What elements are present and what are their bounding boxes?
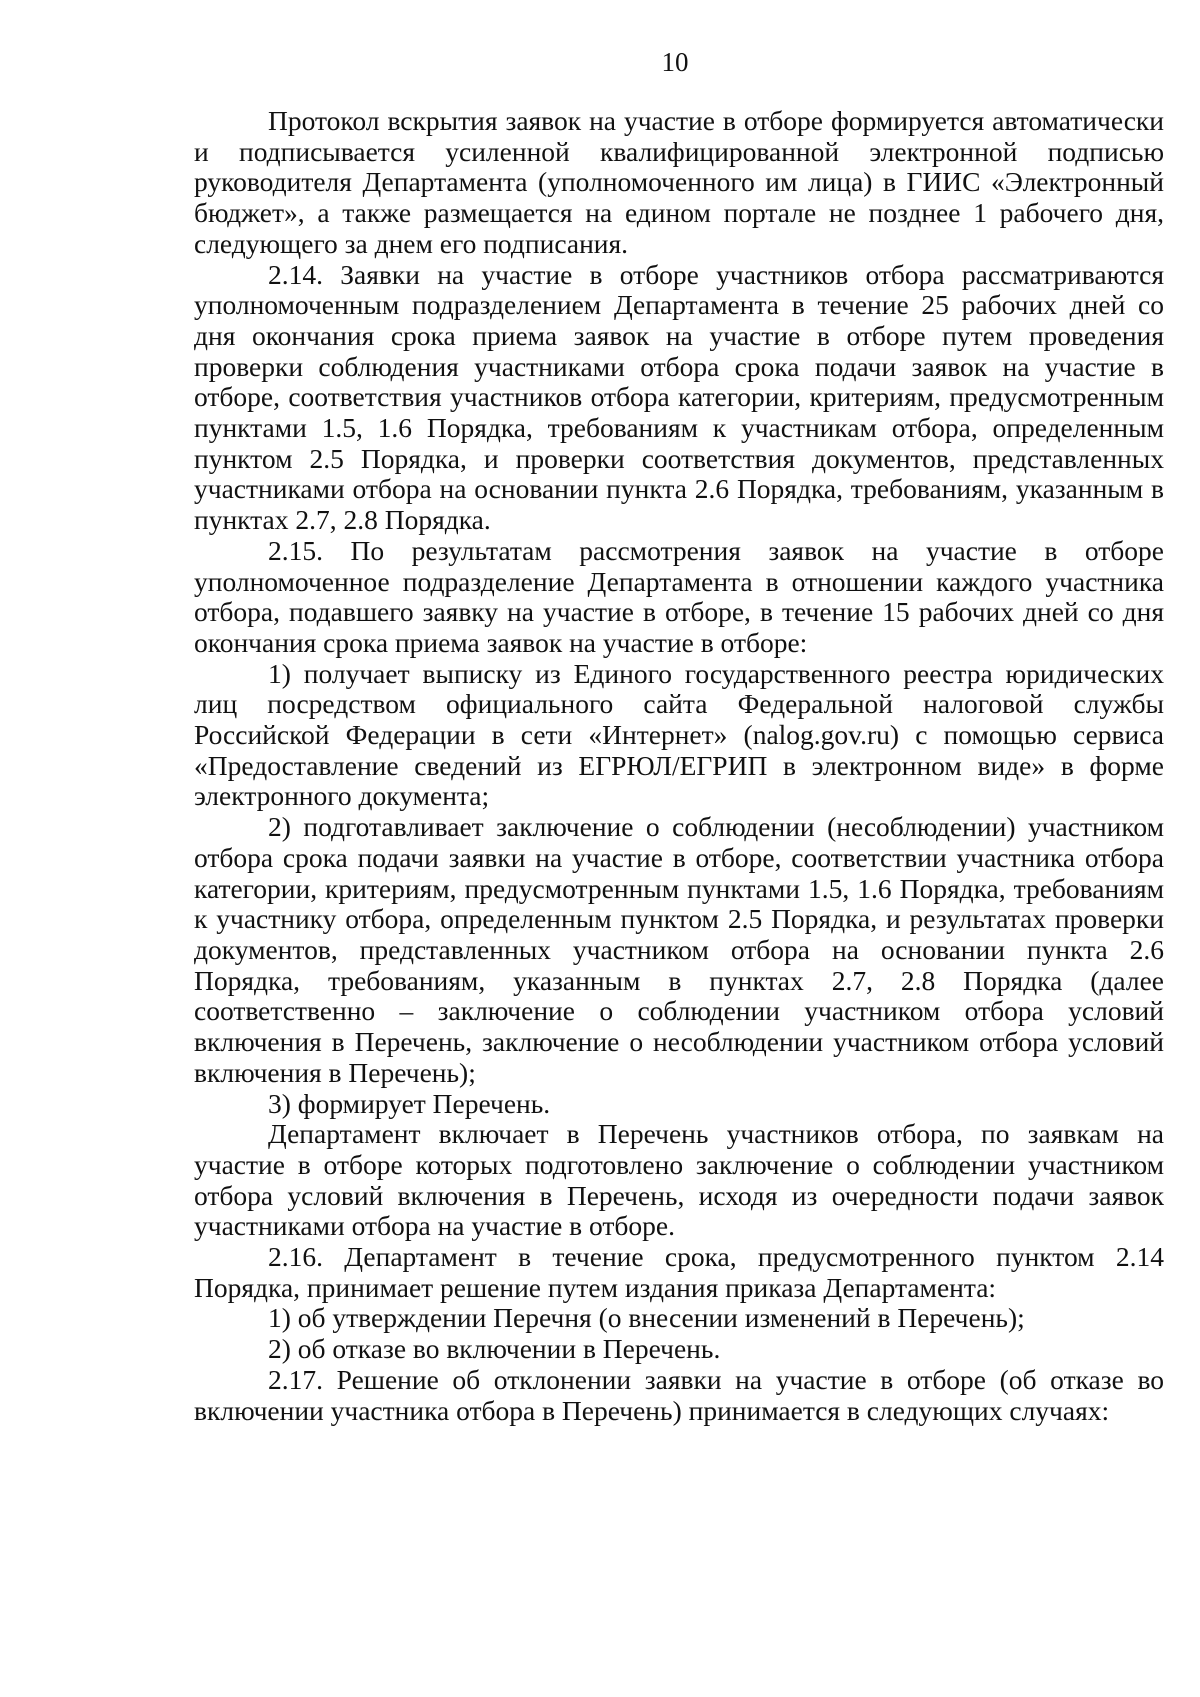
list-item-2: 2) подготавливает заключение о соблюдении (несоблюдении) участником отбора срока подачи заявки на участие в отборе, соответствии участника отбора категории, критериям, предусмотренным пунктами 1.5, 1.6 Порядка, требованиям к участнику отбора, определенным пунктом 2.5 Порядка, и результатах проверки документов, представленных участником отбора на основании пункта 2.6 Порядка, требованиям, указанным в пунктах 2.7, 2.8 Порядка (далее соответственно – заключение о соблюдении участником отбора условий включения в Перечень, заключение о несоблюдении участником отбора условий включения в Перечень); <box>194 811 1164 1088</box>
list-item-1: 1) получает выписку из Единого государственного реестра юридических лиц посредством официального сайта Федеральной налоговой службы Российской Федерации в сети «Интернет» (nalog.gov.ru) с помощью сервиса «Предоставление сведений из ЕГРЮЛ/ЕГРИП в электронном виде» в форме электронного документа; <box>194 657 1164 812</box>
list-item-approval: 1) об утверждении Перечня (о внесении изменений в Перечень); <box>268 1302 1025 1334</box>
paragraph-protocol: Протокол вскрытия заявок на участие в отборе формируется автоматически и подписывается усиленной квалифицированной электронной подписью руководителя Департамента (уполномоченного им лица) в ГИИС «Электронный бюджет», а также размещается на едином портале не позднее 1 рабочего дня, следующего за днем его подписания. <box>194 105 1164 259</box>
document-body <box>194 106 1164 1426</box>
paragraph-department-includes: Департамент включает в Перечень участников отбора, по заявкам на участие в отборе которых подготовлено заключение о соблюдении участником отбора условий включения в Перечень, исходя из очередности подачи заявок участниками отбора на участие в отборе. <box>194 1118 1164 1242</box>
paragraph-2-15: 2.15. По результатам рассмотрения заявок на участие в отборе уполномоченное подразделение Департамента в отношении каждого участника отбора, подавшего заявку на участие в отборе, в течение 15 рабочих дней со дня окончания срока приема заявок на участие в отборе: <box>194 534 1164 658</box>
list-item-refusal: 2) об отказе во включении в Перечень. <box>268 1333 721 1365</box>
paragraph-2-16: 2.16. Департамент в течение срока, предусмотренного пунктом 2.14 Порядка, принимает решение путем издания приказа Департамента: <box>194 1241 1164 1303</box>
page-number: 10 <box>661 47 689 77</box>
paragraph-2-14: 2.14. Заявки на участие в отборе участников отбора рассматриваются уполномоченным подразделением Департамента в течение 25 рабочих дней со дня окончания срока приема заявок на участие в отборе путем проведения проверки соблюдения участниками отбора срока подачи заявок на участие в отборе, соответствия участников отбора категории, критериям, предусмотренным пунктами 1.5, 1.6 Порядка, требованиям к участникам отбора, определенным пунктом 2.5 Порядка, и проверки соответствия документов, представленных участниками отбора на основании пункта 2.6 Порядка, требованиям, указанным в пунктах 2.7, 2.8 Порядка. <box>194 258 1164 536</box>
list-item-3: 3) формирует Перечень. <box>268 1087 551 1119</box>
paragraph-2-17: 2.17. Решение об отклонении заявки на участие в отборе (об отказе во включении участника отбора в Перечень) принимается в следующих случаях: <box>194 1363 1164 1426</box>
